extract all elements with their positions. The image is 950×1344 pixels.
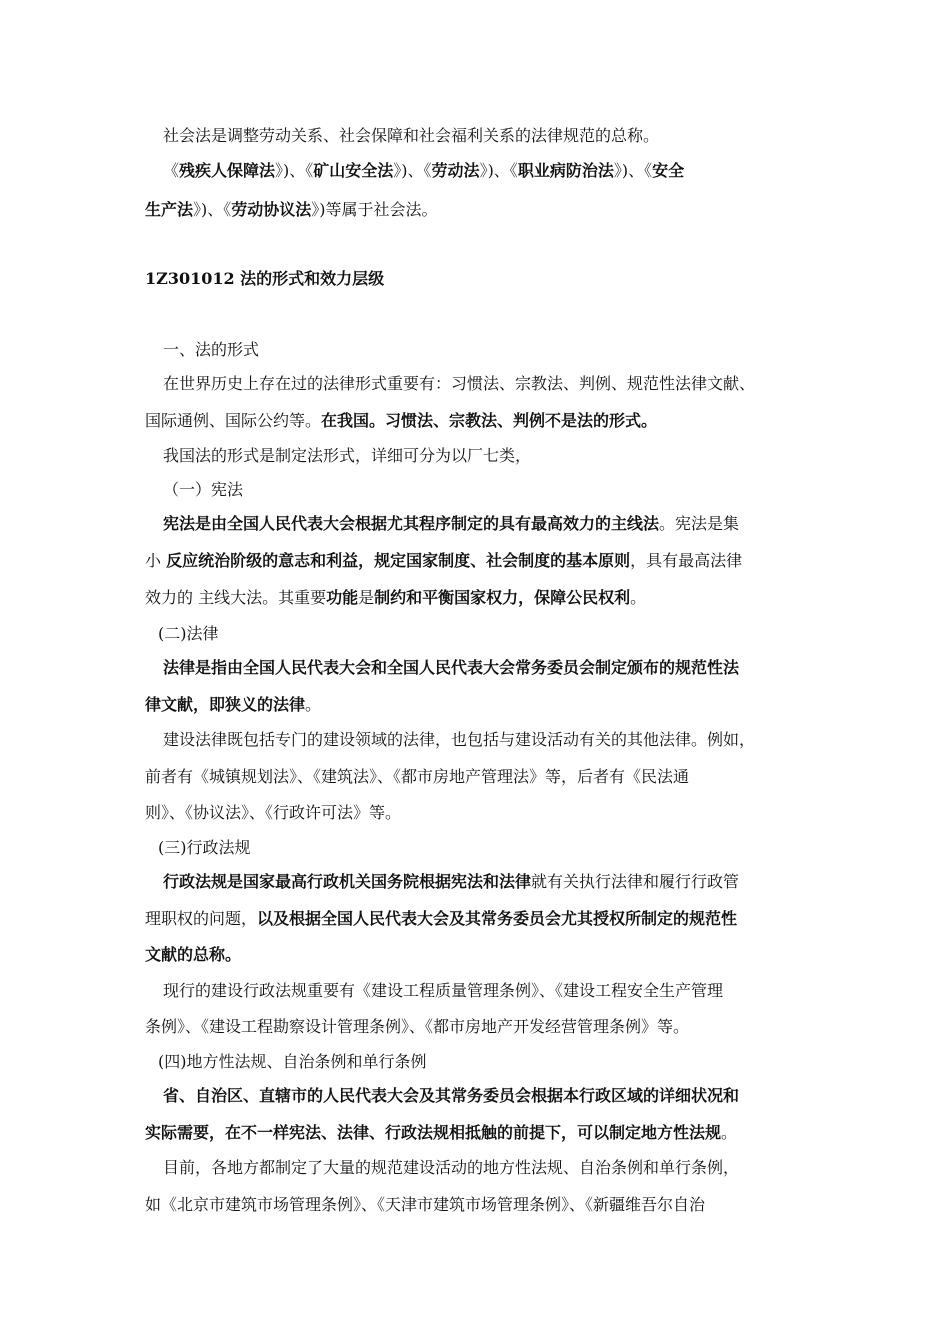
paragraph-line	[145, 588, 810, 608]
text: 现行的建设行政法规重要有《建设工程质量管理条例》、《建设工程安全生产管理	[163, 981, 724, 1000]
paragraph-line	[145, 767, 810, 787]
text: 是	[358, 588, 375, 607]
paragraph-line	[163, 730, 810, 750]
text: 我国法的形式是制定法形式，详细可分为以厂七类，	[163, 446, 532, 465]
text: 建设法律既包括专门的建设领域的法律，也包括与建设活动有关的其他法律。例如，	[163, 730, 756, 749]
paragraph-line	[163, 1086, 810, 1106]
text: ，具有最高法律	[630, 551, 743, 570]
text: 在世界历史上存在过的法律形式重要有：习惯法、宗教法、判例、规范性法律文献、	[163, 374, 756, 393]
bold-text: 职业病防治法	[517, 161, 614, 180]
paragraph-line	[163, 446, 810, 466]
text: 效力的 主线大法。其重要	[145, 588, 327, 607]
subsection-title	[158, 1052, 810, 1072]
paragraph-line	[145, 803, 810, 823]
paragraph-line	[163, 514, 810, 534]
subsection-title	[163, 480, 810, 500]
bold-text: 劳动协议法	[231, 200, 312, 219]
bold-text: 劳动法	[431, 161, 480, 180]
bold-text: 在我国。习惯法、宗教法、判例不是法的形式。	[321, 411, 658, 430]
bold-text: 残疾人保障法	[179, 161, 276, 180]
text: 《	[163, 161, 180, 180]
text: （一）宪法	[163, 480, 244, 499]
paragraph-line	[163, 161, 810, 181]
paragraph-line	[145, 1195, 810, 1215]
text: 》)、《	[393, 161, 432, 180]
text: 就有关执行法律和履行行政管	[531, 872, 740, 891]
text: 》)、《	[479, 161, 518, 180]
paragraph-line	[145, 945, 810, 965]
bold-text: 1Z301012 法的形式和效力层级	[145, 269, 385, 288]
subsection-title	[158, 838, 810, 858]
text: 则》、《协议法》、《行政许可法》等。	[145, 803, 402, 822]
text: 》)、《	[193, 200, 232, 219]
text: 》)等属于社会法。	[311, 200, 438, 219]
paragraph-line	[163, 1158, 810, 1178]
paragraph-line	[145, 1123, 810, 1143]
paragraph-line	[145, 551, 810, 571]
text: 一、法的形式	[163, 340, 260, 359]
paragraph-line	[145, 1017, 810, 1037]
bold-text: 反应统治阶级的意志和利益，规定国家制度、社会制度的基本原则	[166, 551, 631, 570]
paragraph-line	[163, 374, 810, 394]
bold-text: 制约和平衡国家权力，保障公民权利	[374, 588, 631, 607]
paragraph-line	[163, 872, 810, 892]
paragraph-line	[163, 658, 810, 678]
text: 。	[721, 1123, 738, 1142]
text: 小	[145, 551, 167, 570]
bold-text: 法律是指由全国人民代表大会和全国人民代表大会常务委员会制定颁布的规范性法	[163, 658, 740, 677]
section-heading	[145, 269, 810, 289]
bold-text: 矿山安全法	[313, 161, 394, 180]
text: (四)地方性法规、自治条例和单行条例	[158, 1052, 427, 1071]
bold-text: 行政法规是国家最高行政机关国务院根据宪法和法律	[163, 872, 532, 891]
text: 。	[305, 695, 322, 714]
bold-text: 以及根据全国人民代表大会及其常务委员会尤其授权所制定的规范性	[257, 909, 738, 928]
text: 社会法是调整劳动关系、社会保障和社会福利关系的法律规范的总称。	[163, 126, 660, 145]
bold-text: 省、自治区、直辖市的人民代表大会及其常务委员会根据本行政区域的详细状况和	[163, 1086, 740, 1105]
paragraph-line	[145, 411, 810, 431]
bold-text: 宪法是由全国人民代表大会根据尤其程序制定的具有最高效力的主线法	[163, 514, 660, 533]
bold-text: 文献的总称。	[145, 945, 242, 964]
text: 国际通例、国际公约等。	[145, 411, 322, 430]
bold-text: 实际需要，在不一样宪法、法律、行政法规相抵触的前提下，可以制定地方性法规	[145, 1123, 722, 1142]
text: (二)法律	[158, 624, 219, 643]
text: (三)行政法规	[158, 838, 251, 857]
text: 如《北京市建筑市场管理条例》、《天津市建筑市场管理条例》、《新疆维吾尔自治	[145, 1195, 706, 1214]
text: 》)、《	[613, 161, 653, 180]
text: 理职权的问题，	[145, 909, 258, 928]
text: 。	[630, 588, 647, 607]
bold-text: 功能	[326, 588, 359, 607]
subsection-title	[158, 624, 810, 644]
bold-text: 生产法	[145, 200, 194, 219]
bold-text: 安全	[652, 161, 685, 180]
paragraph-line	[145, 909, 810, 929]
paragraph-line	[145, 695, 810, 715]
paragraph-line	[163, 126, 810, 146]
text: 目前，各地方都制定了大量的规范建设活动的地方性法规、自治条例和单行条例，	[163, 1158, 740, 1177]
bold-text: 律文献，即狭义的法律	[145, 695, 306, 714]
paragraph-line	[145, 200, 810, 220]
text: 》)、《	[275, 161, 314, 180]
text: 条例》、《建设工程勘察设计管理条例》、《都市房地产开发经营管理条例》等。	[145, 1017, 690, 1036]
text: 。宪法是集	[659, 514, 740, 533]
subsection-title	[163, 340, 810, 360]
text: 前者有《城镇规划法》、《建筑法》、《都市房地产管理法》等，后者有《民法通	[145, 767, 690, 786]
paragraph-line	[163, 981, 810, 1001]
